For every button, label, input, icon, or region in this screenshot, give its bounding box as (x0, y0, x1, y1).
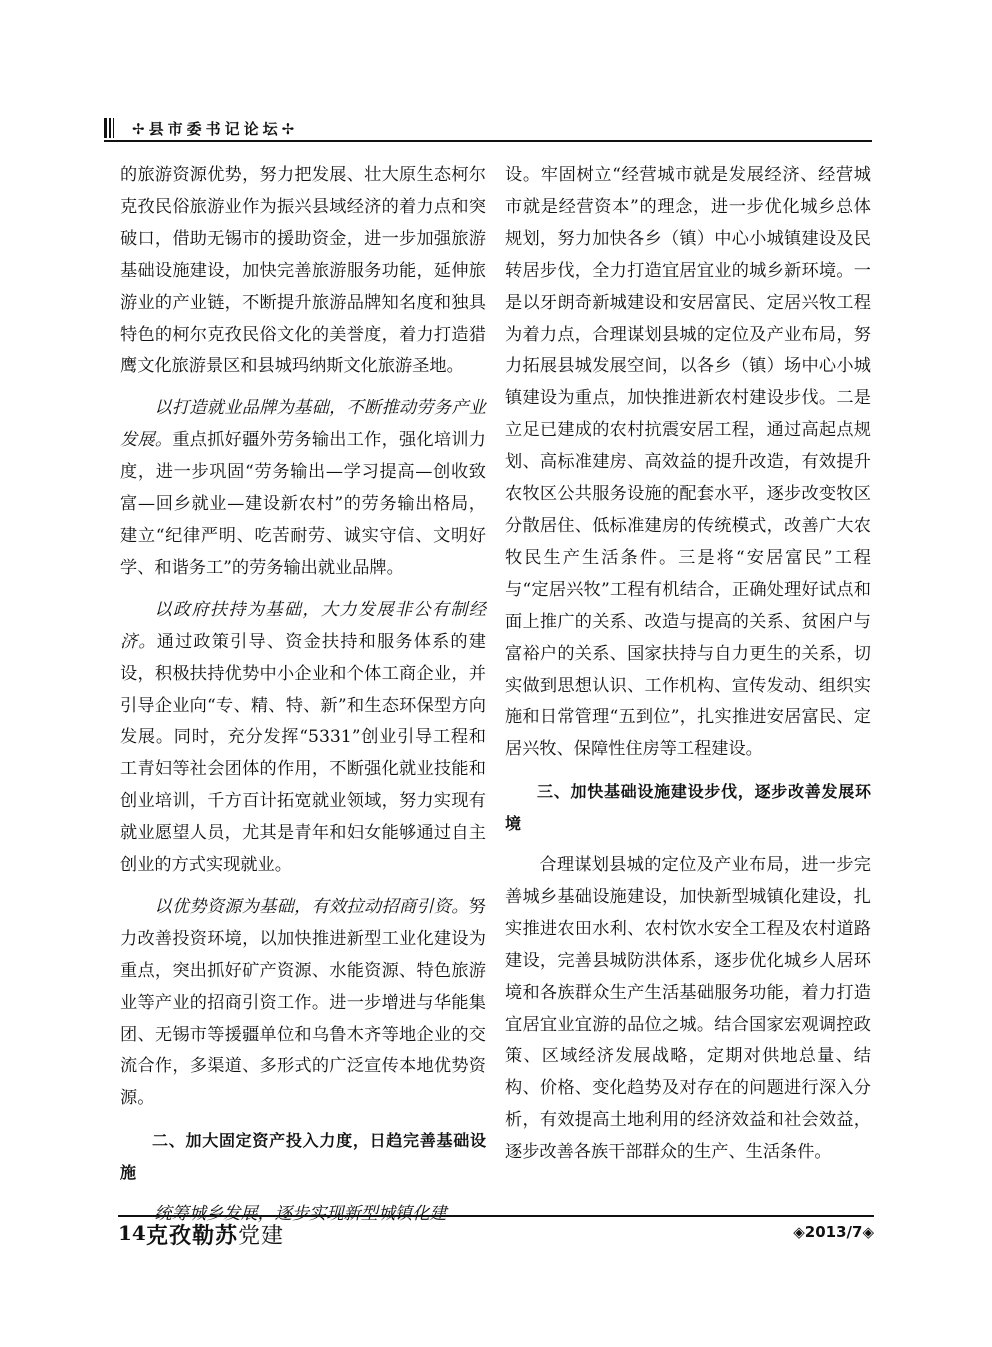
paragraph (120, 595, 486, 882)
paragraph (120, 393, 486, 584)
paragraph-body: 重点抓好疆外劳务输出工作，强化培训力度，进一步巩固“劳务输出—学习提高—创收致富—回乡就业—建设新农村”的劳务输出格局，建立“纪律严明、吃苦耐劳、诚实守信、文明好学、和谐务工”的劳务输出就业品牌。 (120, 430, 486, 578)
section-title: ✢县市委书记论坛✢ (132, 120, 299, 138)
paragraph-body: 通过政策引导、资金扶持和服务体系的建设，积极扶持优势中小企业和个体工商企业，并引导企业向“专、精、特、新”和生态环保型方向发展。同时，充分发挥“5331”创业引导工程和工青妇等社会团体的作用，不断强化就业技能和创业培训，千方百计拓宽就业领域，努力实现有就业愿望人员，尤其是青年和妇女能够通过自主创业的方式实现就业。 (120, 631, 486, 876)
paragraph-body: 努力改善投资环境，以加快推进新型工业化建设为重点，突出抓好矿产资源、水能资源、特色旅游业等产业的招商引资工作。进一步增进与华能集团、无锡市等援疆单位和乌鲁木齐等地企业的交流合作，多渠道、多形式的广泛宣传本地优势资源。 (120, 896, 486, 1109)
paragraph: 的旅游资源优势，努力把发展、壮大原生态柯尔克孜民俗旅游业作为振兴县域经济的着力点和突破口，借助无锡市的援助资金，进一步加强旅游基础设施建设，加快完善旅游服务功能，延伸旅游业的产业链，不断提升旅游品牌知名度和独具特色的柯尔克孜民俗文化的美誉度，着力打造猎鹰文化旅游景区和县城玛纳斯文化旅游圣地。 (120, 165, 486, 377)
magazine-name-light: 党建 (238, 1224, 285, 1249)
footer-rule (118, 1215, 874, 1217)
page-footer (118, 1215, 874, 1251)
left-column (120, 160, 486, 1231)
paragraph (120, 892, 486, 1115)
magazine-name (146, 1219, 284, 1250)
magazine-name-bold: 克孜勒苏 (146, 1223, 239, 1249)
section-heading: 三、加快基础设施建设步伐，逐步改善发展环境 (505, 782, 871, 834)
section-header (104, 116, 872, 140)
paragraph-lead: 以政府扶持为基础，大力发展非公有制经济。 (120, 599, 486, 652)
paragraph: 设。牢固树立“经营城市就是发展经济、经营城市就是经营资本”的理念，进一步优化城乡总体规划，努力加快各乡（镇）中心小城镇建设及民转居步伐，全力打造宜居宜业的城乡新环境。一是以牙朗奇新城建设和安居富民、定居兴牧工程为着力点，合理谋划县城的定位及产业布局，努力拓展县城发展空间，以各乡（镇）场中心小城镇建设为重点，加快推进新农村建设步伐。二是立足已建成的农村抗震安居工程，通过高起点规划、高标准建房、高效益的提升改造，有效提升农牧区公共服务设施的配套水平，逐步改变牧区分散居住、低标准建房的传统模式，改善广大农牧民生产生活条件。三是将“安居富民”工程与“定居兴牧”工程有机结合，正确处理好试点和面上推广的关系、改造与提高的关系、贫困户与富裕户的关系、国家扶持与自力更生的关系，切实做到思想认识、工作机构、宣传发动、组织实施和日常管理“五到位”，扎实推进安居富民、定居兴牧、保障性住房等工程建设。 (505, 165, 871, 760)
header-rule (104, 140, 872, 142)
paragraph-lead: 以打造就业品牌为基础，不断推动劳务产业发展。 (120, 398, 486, 451)
paragraph-lead: 以优势资源为基础，有效拉动招商引资。 (154, 896, 469, 917)
right-column (505, 160, 871, 1169)
page-number: 14 (118, 1221, 146, 1245)
header-bars-icon (104, 118, 116, 138)
section-heading: 二、加大固定资产投入力度，日趋完善基础设施 (120, 1131, 486, 1183)
paragraph: 合理谋划县城的定位及产业布局，进一步完善城乡基础设施建设，加快新型城镇化建设，扎实推进农田水利、农村饮水安全工程及农村道路建设，完善县城防洪体系，逐步优化城乡人居环境和各族群众生产生活基础服务功能，着力打造宜居宜业宜游的品位之城。结合国家宏观调控政策、区域经济发展战略，定期对供地总量、结构、价格、变化趋势及对存在的问题进行深入分析，有效提高土地利用的经济效益和社会效益，逐步改善各族干部群众的生产、生活条件。 (505, 855, 871, 1163)
issue-date: ◈2013/7◈ (793, 1223, 874, 1241)
